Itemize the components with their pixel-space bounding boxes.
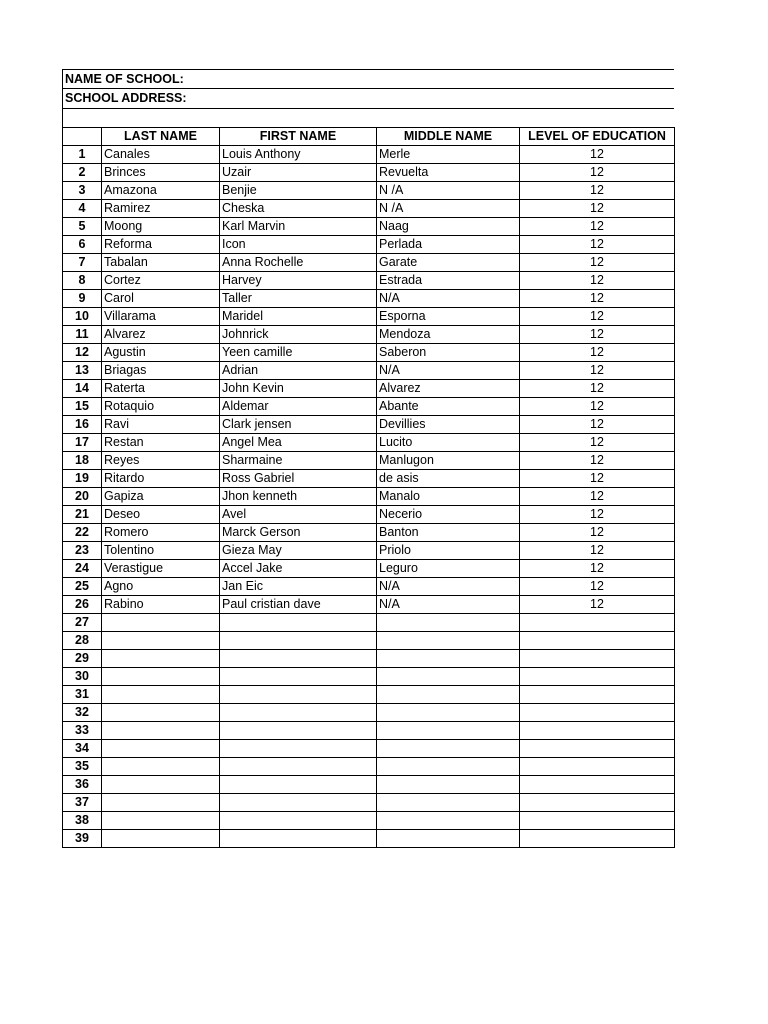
table-row	[63, 776, 675, 794]
first-name-cell: Sharmaine	[220, 452, 377, 470]
level-of-education-cell	[520, 704, 675, 722]
table-row	[63, 272, 675, 290]
middle-name-cell: Necerio	[377, 506, 520, 524]
table-row	[63, 308, 675, 326]
table-row	[63, 722, 675, 740]
middle-name-cell	[377, 650, 520, 668]
row-number-cell: 32	[63, 704, 102, 722]
first-name-cell	[220, 812, 377, 830]
row-number-cell: 17	[63, 434, 102, 452]
last-name-cell	[102, 758, 220, 776]
student-roster-sheet	[62, 69, 674, 848]
table-row	[63, 524, 675, 542]
table-row	[63, 416, 675, 434]
row-number-cell: 5	[63, 218, 102, 236]
table-row	[63, 470, 675, 488]
level-of-education-cell	[520, 758, 675, 776]
row-number-cell: 28	[63, 632, 102, 650]
last-name-cell	[102, 650, 220, 668]
header-last-name: LAST NAME	[102, 128, 220, 146]
table-row	[63, 794, 675, 812]
row-number-cell: 16	[63, 416, 102, 434]
last-name-cell: Romero	[102, 524, 220, 542]
level-of-education-cell: 12	[520, 578, 675, 596]
level-of-education-cell: 12	[520, 434, 675, 452]
school-address-label: SCHOOL ADDRESS:	[62, 88, 674, 107]
level-of-education-cell	[520, 614, 675, 632]
level-of-education-cell: 12	[520, 398, 675, 416]
first-name-cell: John Kevin	[220, 380, 377, 398]
table-row	[63, 596, 675, 614]
first-name-cell: Jhon kenneth	[220, 488, 377, 506]
last-name-cell: Restan	[102, 434, 220, 452]
table-row	[63, 434, 675, 452]
last-name-cell: Reforma	[102, 236, 220, 254]
first-name-cell	[220, 740, 377, 758]
middle-name-cell: Merle	[377, 146, 520, 164]
table-row	[63, 236, 675, 254]
row-number-cell: 21	[63, 506, 102, 524]
first-name-cell: Cheska	[220, 200, 377, 218]
middle-name-cell: Manlugon	[377, 452, 520, 470]
last-name-cell: Moong	[102, 218, 220, 236]
last-name-cell	[102, 704, 220, 722]
table-row	[63, 362, 675, 380]
level-of-education-cell: 12	[520, 524, 675, 542]
table-row	[63, 704, 675, 722]
last-name-cell: Villarama	[102, 308, 220, 326]
table-row	[63, 344, 675, 362]
middle-name-cell: N /A	[377, 182, 520, 200]
last-name-cell: Rotaquio	[102, 398, 220, 416]
last-name-cell: Ritardo	[102, 470, 220, 488]
table-row	[63, 614, 675, 632]
table-row	[63, 542, 675, 560]
row-number-cell: 3	[63, 182, 102, 200]
middle-name-cell: Saberon	[377, 344, 520, 362]
middle-name-cell	[377, 722, 520, 740]
middle-name-cell: Priolo	[377, 542, 520, 560]
table-row	[63, 326, 675, 344]
table-row	[63, 290, 675, 308]
first-name-cell: Gieza May	[220, 542, 377, 560]
last-name-cell: Brinces	[102, 164, 220, 182]
table-row	[63, 488, 675, 506]
blank-spacer-row	[62, 108, 674, 127]
middle-name-cell	[377, 776, 520, 794]
first-name-cell: Adrian	[220, 362, 377, 380]
header-middle-name: MIDDLE NAME	[377, 128, 520, 146]
last-name-cell	[102, 686, 220, 704]
table-row	[63, 560, 675, 578]
first-name-cell: Harvey	[220, 272, 377, 290]
level-of-education-cell	[520, 650, 675, 668]
header-first-name: FIRST NAME	[220, 128, 377, 146]
first-name-cell	[220, 668, 377, 686]
row-number-cell: 36	[63, 776, 102, 794]
school-name-label: NAME OF SCHOOL:	[62, 69, 674, 88]
middle-name-cell: Abante	[377, 398, 520, 416]
middle-name-cell: N/A	[377, 578, 520, 596]
level-of-education-cell: 12	[520, 254, 675, 272]
first-name-cell	[220, 704, 377, 722]
middle-name-cell	[377, 794, 520, 812]
row-number-cell: 23	[63, 542, 102, 560]
row-number-cell: 6	[63, 236, 102, 254]
level-of-education-cell: 12	[520, 182, 675, 200]
first-name-cell: Icon	[220, 236, 377, 254]
last-name-cell: Carol	[102, 290, 220, 308]
first-name-cell: Ross Gabriel	[220, 470, 377, 488]
middle-name-cell: Naag	[377, 218, 520, 236]
table-header-row	[63, 128, 675, 146]
last-name-cell	[102, 812, 220, 830]
table-row	[63, 182, 675, 200]
row-number-cell: 31	[63, 686, 102, 704]
first-name-cell: Uzair	[220, 164, 377, 182]
first-name-cell: Avel	[220, 506, 377, 524]
row-number-cell: 15	[63, 398, 102, 416]
middle-name-cell	[377, 758, 520, 776]
level-of-education-cell: 12	[520, 218, 675, 236]
last-name-cell	[102, 776, 220, 794]
table-row	[63, 200, 675, 218]
last-name-cell	[102, 794, 220, 812]
row-number-cell: 4	[63, 200, 102, 218]
header-level-of-education: LEVEL OF EDUCATION	[520, 128, 675, 146]
row-number-cell: 10	[63, 308, 102, 326]
row-number-cell: 13	[63, 362, 102, 380]
first-name-cell	[220, 722, 377, 740]
middle-name-cell: Revuelta	[377, 164, 520, 182]
level-of-education-cell: 12	[520, 506, 675, 524]
table-row	[63, 578, 675, 596]
level-of-education-cell	[520, 632, 675, 650]
last-name-cell: Canales	[102, 146, 220, 164]
last-name-cell: Ravi	[102, 416, 220, 434]
level-of-education-cell	[520, 812, 675, 830]
middle-name-cell	[377, 812, 520, 830]
last-name-cell: Ramirez	[102, 200, 220, 218]
middle-name-cell: de asis	[377, 470, 520, 488]
level-of-education-cell	[520, 686, 675, 704]
table-row	[63, 254, 675, 272]
table-row	[63, 740, 675, 758]
first-name-cell: Benjie	[220, 182, 377, 200]
level-of-education-cell: 12	[520, 542, 675, 560]
level-of-education-cell: 12	[520, 470, 675, 488]
level-of-education-cell: 12	[520, 290, 675, 308]
last-name-cell: Tabalan	[102, 254, 220, 272]
level-of-education-cell: 12	[520, 164, 675, 182]
table-row	[63, 218, 675, 236]
row-number-cell: 8	[63, 272, 102, 290]
level-of-education-cell: 12	[520, 416, 675, 434]
level-of-education-cell: 12	[520, 236, 675, 254]
row-number-cell: 18	[63, 452, 102, 470]
table-row	[63, 398, 675, 416]
first-name-cell	[220, 686, 377, 704]
level-of-education-cell: 12	[520, 362, 675, 380]
level-of-education-cell: 12	[520, 308, 675, 326]
last-name-cell: Alvarez	[102, 326, 220, 344]
last-name-cell: Gapiza	[102, 488, 220, 506]
last-name-cell: Cortez	[102, 272, 220, 290]
middle-name-cell: N /A	[377, 200, 520, 218]
table-row	[63, 812, 675, 830]
row-number-cell: 2	[63, 164, 102, 182]
level-of-education-cell	[520, 740, 675, 758]
row-number-cell: 25	[63, 578, 102, 596]
last-name-cell	[102, 830, 220, 848]
last-name-cell	[102, 668, 220, 686]
last-name-cell: Verastigue	[102, 560, 220, 578]
row-number-cell: 35	[63, 758, 102, 776]
row-number-cell: 14	[63, 380, 102, 398]
table-row	[63, 686, 675, 704]
level-of-education-cell	[520, 776, 675, 794]
table-row	[63, 668, 675, 686]
row-number-cell: 27	[63, 614, 102, 632]
student-table	[62, 127, 675, 848]
middle-name-cell: N/A	[377, 362, 520, 380]
last-name-cell: Amazona	[102, 182, 220, 200]
table-row	[63, 164, 675, 182]
last-name-cell: Agno	[102, 578, 220, 596]
header-number	[63, 128, 102, 146]
middle-name-cell	[377, 668, 520, 686]
middle-name-cell	[377, 704, 520, 722]
row-number-cell: 30	[63, 668, 102, 686]
level-of-education-cell: 12	[520, 146, 675, 164]
middle-name-cell: N/A	[377, 596, 520, 614]
level-of-education-cell: 12	[520, 326, 675, 344]
middle-name-cell	[377, 686, 520, 704]
first-name-cell: Aldemar	[220, 398, 377, 416]
first-name-cell	[220, 776, 377, 794]
first-name-cell	[220, 632, 377, 650]
row-number-cell: 34	[63, 740, 102, 758]
last-name-cell: Deseo	[102, 506, 220, 524]
table-row	[63, 452, 675, 470]
table-body	[63, 146, 675, 848]
level-of-education-cell: 12	[520, 272, 675, 290]
middle-name-cell: Banton	[377, 524, 520, 542]
last-name-cell: Briagas	[102, 362, 220, 380]
last-name-cell	[102, 632, 220, 650]
table-row	[63, 650, 675, 668]
level-of-education-cell: 12	[520, 380, 675, 398]
row-number-cell: 9	[63, 290, 102, 308]
level-of-education-cell: 12	[520, 344, 675, 362]
level-of-education-cell: 12	[520, 596, 675, 614]
middle-name-cell: Garate	[377, 254, 520, 272]
level-of-education-cell: 12	[520, 488, 675, 506]
first-name-cell: Maridel	[220, 308, 377, 326]
row-number-cell: 24	[63, 560, 102, 578]
table-row	[63, 146, 675, 164]
last-name-cell	[102, 722, 220, 740]
first-name-cell: Marck Gerson	[220, 524, 377, 542]
last-name-cell: Tolentino	[102, 542, 220, 560]
first-name-cell: Yeen camille	[220, 344, 377, 362]
first-name-cell: Paul cristian dave	[220, 596, 377, 614]
middle-name-cell: Lucito	[377, 434, 520, 452]
middle-name-cell: Manalo	[377, 488, 520, 506]
table-row	[63, 380, 675, 398]
row-number-cell: 11	[63, 326, 102, 344]
first-name-cell: Anna Rochelle	[220, 254, 377, 272]
first-name-cell: Angel Mea	[220, 434, 377, 452]
last-name-cell	[102, 740, 220, 758]
row-number-cell: 39	[63, 830, 102, 848]
first-name-cell	[220, 614, 377, 632]
first-name-cell: Johnrick	[220, 326, 377, 344]
middle-name-cell: Leguro	[377, 560, 520, 578]
level-of-education-cell	[520, 668, 675, 686]
middle-name-cell: Perlada	[377, 236, 520, 254]
row-number-cell: 38	[63, 812, 102, 830]
table-row	[63, 506, 675, 524]
middle-name-cell	[377, 830, 520, 848]
level-of-education-cell: 12	[520, 200, 675, 218]
level-of-education-cell: 12	[520, 452, 675, 470]
first-name-cell: Jan Eic	[220, 578, 377, 596]
row-number-cell: 26	[63, 596, 102, 614]
row-number-cell: 12	[63, 344, 102, 362]
row-number-cell: 1	[63, 146, 102, 164]
table-row	[63, 758, 675, 776]
row-number-cell: 37	[63, 794, 102, 812]
middle-name-cell	[377, 614, 520, 632]
last-name-cell	[102, 614, 220, 632]
first-name-cell: Accel Jake	[220, 560, 377, 578]
level-of-education-cell: 12	[520, 560, 675, 578]
first-name-cell	[220, 758, 377, 776]
row-number-cell: 33	[63, 722, 102, 740]
middle-name-cell	[377, 740, 520, 758]
row-number-cell: 20	[63, 488, 102, 506]
first-name-cell	[220, 650, 377, 668]
first-name-cell: Karl Marvin	[220, 218, 377, 236]
first-name-cell	[220, 830, 377, 848]
level-of-education-cell	[520, 722, 675, 740]
middle-name-cell: N/A	[377, 290, 520, 308]
level-of-education-cell	[520, 830, 675, 848]
first-name-cell: Clark jensen	[220, 416, 377, 434]
table-row	[63, 632, 675, 650]
row-number-cell: 7	[63, 254, 102, 272]
last-name-cell: Rabino	[102, 596, 220, 614]
row-number-cell: 22	[63, 524, 102, 542]
last-name-cell: Raterta	[102, 380, 220, 398]
first-name-cell: Taller	[220, 290, 377, 308]
row-number-cell: 19	[63, 470, 102, 488]
level-of-education-cell	[520, 794, 675, 812]
middle-name-cell: Estrada	[377, 272, 520, 290]
first-name-cell: Louis Anthony	[220, 146, 377, 164]
last-name-cell: Reyes	[102, 452, 220, 470]
table-row	[63, 830, 675, 848]
first-name-cell	[220, 794, 377, 812]
middle-name-cell: Esporna	[377, 308, 520, 326]
middle-name-cell: Devillies	[377, 416, 520, 434]
last-name-cell: Agustin	[102, 344, 220, 362]
row-number-cell: 29	[63, 650, 102, 668]
middle-name-cell: Mendoza	[377, 326, 520, 344]
middle-name-cell: Alvarez	[377, 380, 520, 398]
middle-name-cell	[377, 632, 520, 650]
